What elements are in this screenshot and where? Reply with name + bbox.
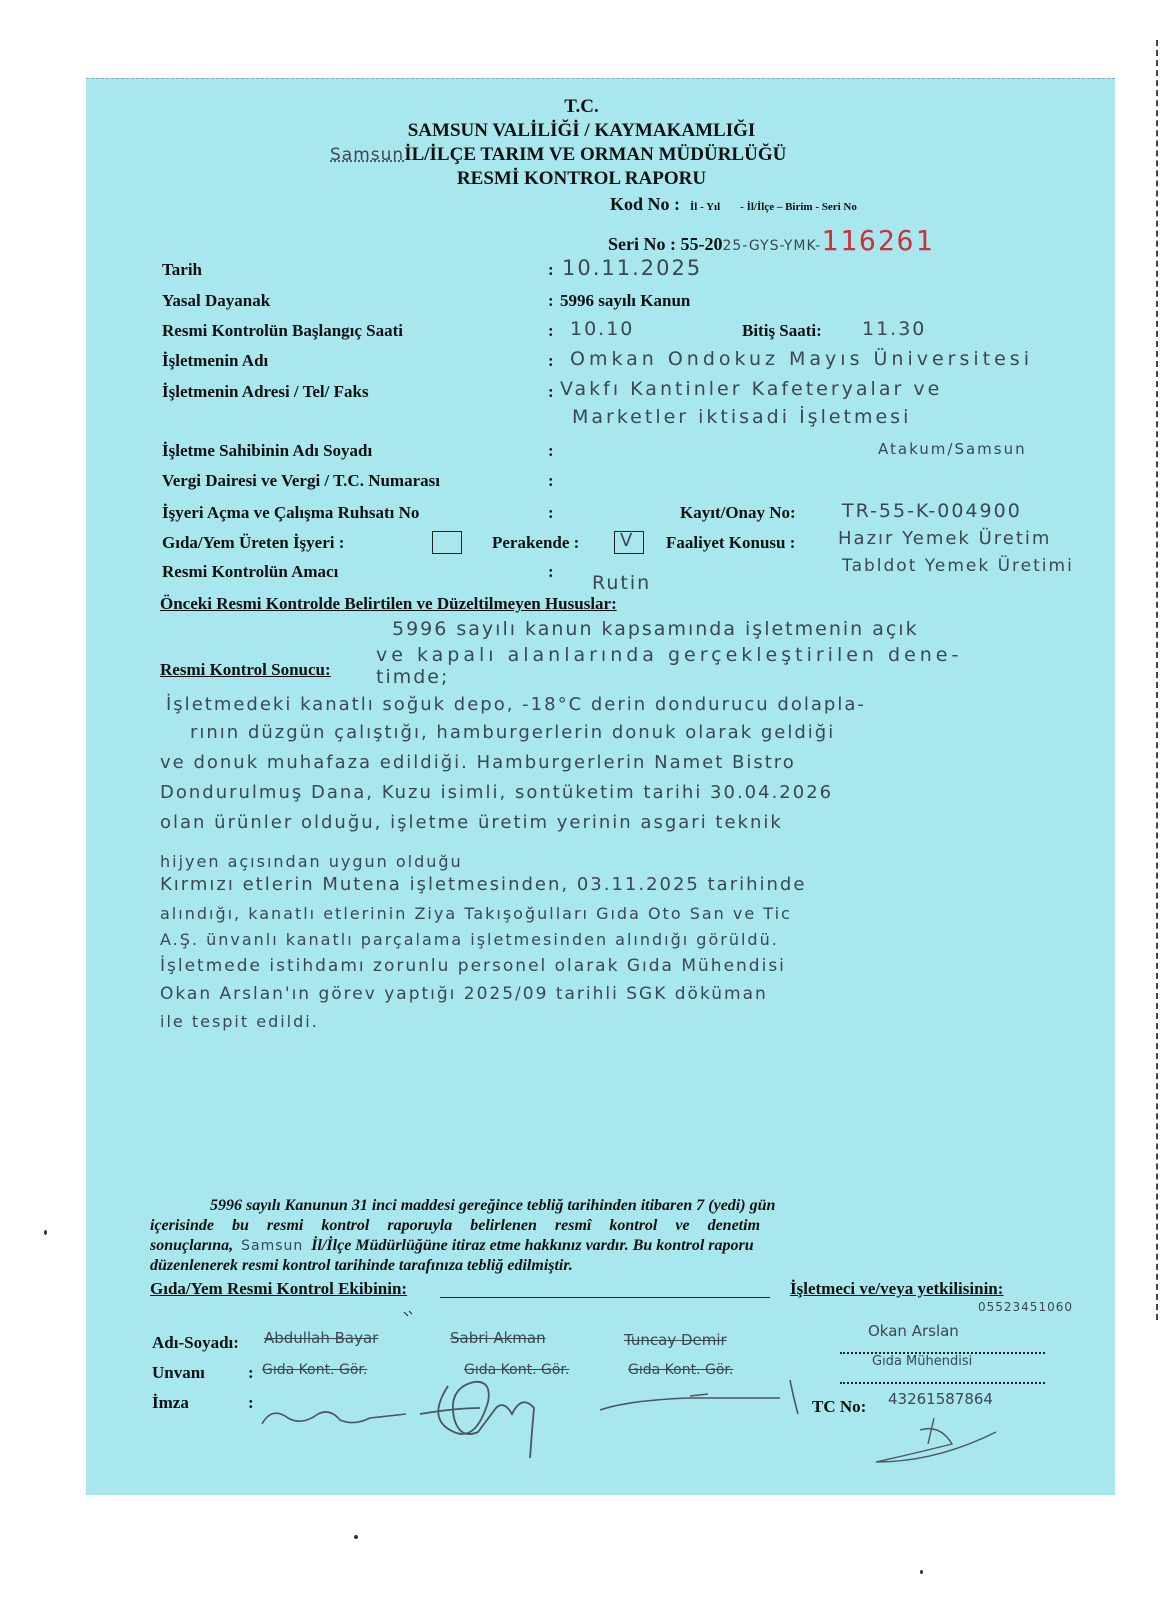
signature-3: [600, 1380, 798, 1414]
faaliyet-value-line1: Hazır Yemek Üretim: [838, 528, 1052, 549]
team-member-title: Gıda Kont. Gör.: [628, 1362, 734, 1378]
header-mudurluk-text: İL/İLÇE TARIM VE ORMAN MÜDÜRLÜĞÜ: [404, 144, 787, 165]
bitis-saati-label: Bitiş Saati:: [742, 321, 822, 340]
yasal-dayanak-value: 5996 sayılı Kanun: [560, 291, 691, 310]
ruhsat-label: İşyeri Açma ve Çalışma Ruhsatı No: [162, 503, 420, 522]
team-member-name: Sabri Akman: [450, 1329, 546, 1347]
kayit-onay-label: Kayıt/Onay No:: [680, 503, 796, 522]
legal-notice-line2: içerisinde bu resmi kontrol raporuyla belirlenen resmî kontrol ve denetim: [150, 1217, 761, 1234]
faaliyet-value-line2: Tabldot Yemek Üretimi: [842, 556, 1074, 576]
seri-no-handwritten: 25-GYS-YMK-: [722, 238, 822, 254]
sonuc-line: ve kapalı alanlarında gerçekleştirilen dene-: [376, 644, 963, 666]
sonuc-line: İşletmedeki kanatlı soğuk depo, -18°C derin dondurucu dolapla-: [166, 694, 866, 715]
team-member-title: Gıda Kont. Gör.: [464, 1362, 570, 1378]
colon: :: [548, 441, 554, 460]
report-title: RESMİ KONTROL RAPORU: [456, 168, 707, 189]
isletmeci-heading: İşletmeci ve/veya yetkilisinin:: [790, 1279, 1004, 1298]
sonuc-line: ile tespit edildi.: [160, 1012, 319, 1031]
amac-label: Resmi Kontrolün Amacı: [162, 562, 339, 581]
serial-number-stamp: 116261: [821, 224, 935, 257]
team-member-name: Abdullah Bayar: [264, 1329, 379, 1347]
sonuc-heading: Resmi Kontrol Sonucu:: [160, 660, 331, 679]
sonuc-line: Okan Arslan'ın görev yaptığı 2025/09 tarihli SGK döküman: [160, 984, 768, 1004]
isletme-adi-value: Omkan Ondokuz Mayıs Üniversitesi: [570, 348, 1033, 370]
sonuc-line: timde;: [376, 666, 450, 688]
amac-value: Rutin: [592, 572, 652, 594]
team-member-name: Tuncay Demir: [624, 1331, 727, 1349]
tc-no-value: 43261587864: [888, 1390, 993, 1408]
gida-yem-ureten-label: Gıda/Yem Üreten İşyeri :: [162, 533, 345, 552]
sonuc-line: alındığı, kanatlı etlerinin Ziya Takışoğulları Gıda Oto San ve Tic: [160, 904, 792, 923]
sonuc-line: A.Ş. ünvanlı kanatlı parçalama işletmesinden alındığı görüldü.: [160, 930, 779, 949]
handwritten-city: Samsun: [330, 145, 405, 165]
isletme-adi-label: İşletmenin Adı: [162, 351, 269, 370]
isletme-adresi-line2: Marketler iktisadi İşletmesi: [572, 406, 912, 428]
sonuc-line: rının düzgün çalıştığı, hamburgerlerin donuk olarak geldiği: [190, 722, 836, 743]
legal-notice-line1: 5996 sayılı Kanunun 31 inci maddesi gereğince tebliğ tarihinden itibaren 7 (yedi) gün: [210, 1197, 776, 1214]
yasal-dayanak-label: Yasal Dayanak: [162, 291, 271, 310]
signature-2: [420, 1382, 534, 1458]
colon: :: [548, 471, 554, 490]
legal-notice-line3-pre: sonuçlarına,: [150, 1237, 234, 1254]
baslangic-saati-label: Resmi Kontrolün Başlangıç Saati: [162, 321, 404, 340]
sonuc-line: hijyen açısından uygun olduğu: [160, 852, 463, 871]
tc-no-label: TC No:: [812, 1397, 867, 1416]
unvani-label: Unvanı: [152, 1363, 205, 1382]
ekip-heading: Gıda/Yem Resmi Kontrol Ekibinin:: [150, 1279, 408, 1298]
adi-soyadi-label: Adı-Soyadı:: [152, 1333, 239, 1352]
colon: :: [248, 1393, 254, 1412]
colon: :: [548, 503, 554, 522]
sonuc-line: İşletmede istihdamı zorunlu personel olarak Gıda Mühendisi: [160, 956, 786, 976]
operator-name: Okan Arslan: [868, 1322, 959, 1340]
colon: :: [548, 351, 554, 370]
operator-title: Gıda Mühendisi: [872, 1354, 973, 1369]
imza-label: İmza: [152, 1393, 189, 1412]
perakende-label: Perakende :: [492, 533, 580, 552]
legal-notice-line3-post: İl/İlçe Müdürlüğüne itiraz etme hakkınız vardır. Bu kontrol raporu: [311, 1237, 754, 1254]
signature-1: [262, 1412, 406, 1424]
tarih-value: 10.11.2025: [562, 256, 703, 280]
team-member-title: Gıda Kont. Gör.: [262, 1362, 368, 1378]
colon: :: [248, 1363, 254, 1382]
isletme-sahibi-label: İşletme Sahibinin Adı Soyadı: [162, 441, 373, 460]
kod-no-rest: - İl/İlçe – Birim - Seri No: [740, 201, 857, 213]
isletme-adresi-label: İşletmenin Adresi / Tel/ Faks: [162, 382, 369, 401]
signature-operator: [876, 1418, 996, 1462]
header-valilik: SAMSUN VALİLİĞİ / KAYMAKAMLIĞI: [407, 120, 756, 141]
phone-number: 05523451060: [978, 1300, 1073, 1314]
legal-notice-line4: düzenlenerek resmi kontrol tarihinde tarafınıza tebliğ edilmiştir.: [150, 1257, 573, 1274]
bitis-saati-value: 11.30: [862, 318, 927, 340]
colon: :: [548, 382, 554, 401]
sonuc-line: ve donuk muhafaza edildiği. Hamburgerlerin Namet Bistro: [160, 752, 796, 773]
isletme-adresi-line1: Vakfı Kantinler Kafeteryalar ve: [560, 378, 943, 400]
colon: :: [548, 321, 554, 340]
faaliyet-label: Faaliyet Konusu :: [666, 533, 796, 552]
kod-no-il-yil: İl - Yıl: [690, 201, 721, 213]
colon: :: [548, 562, 554, 581]
baslangic-saati-value: 10.10: [570, 318, 635, 340]
tarih-label: Tarih: [162, 260, 203, 279]
seri-no-label: Seri No : 55-20: [608, 234, 723, 254]
kod-no-label: Kod No :: [610, 194, 681, 214]
kayit-onay-value: TR-55-K-004900: [842, 500, 1022, 522]
sonuc-line: Kırmızı etlerin Mutena işletmesinden, 03.11.2025 tarihinde: [160, 874, 807, 895]
sonuc-line: Dondurulmuş Dana, Kuzu isimli, sontüketim tarihi 30.04.2026: [160, 782, 834, 803]
handwritten-city: Samsun: [241, 1238, 304, 1254]
checkmark-icon: V: [620, 530, 633, 551]
header-tc: T.C.: [564, 96, 599, 117]
sonuc-line: olan ürünler olduğu, işletme üretim yerinin asgari teknik: [160, 812, 783, 833]
isletme-adresi-line3: Atakum/Samsun: [878, 440, 1027, 458]
sonuc-line: 5996 sayılı kanun kapsamında işletmenin açık: [392, 618, 919, 640]
onceki-kontrol-heading: Önceki Resmi Kontrolde Belirtilen ve Düzeltilmeyen Hususlar:: [160, 594, 617, 613]
vergi-label: Vergi Dairesi ve Vergi / T.C. Numarası: [162, 471, 440, 490]
colon: :: [548, 291, 554, 310]
colon: :: [548, 260, 554, 279]
